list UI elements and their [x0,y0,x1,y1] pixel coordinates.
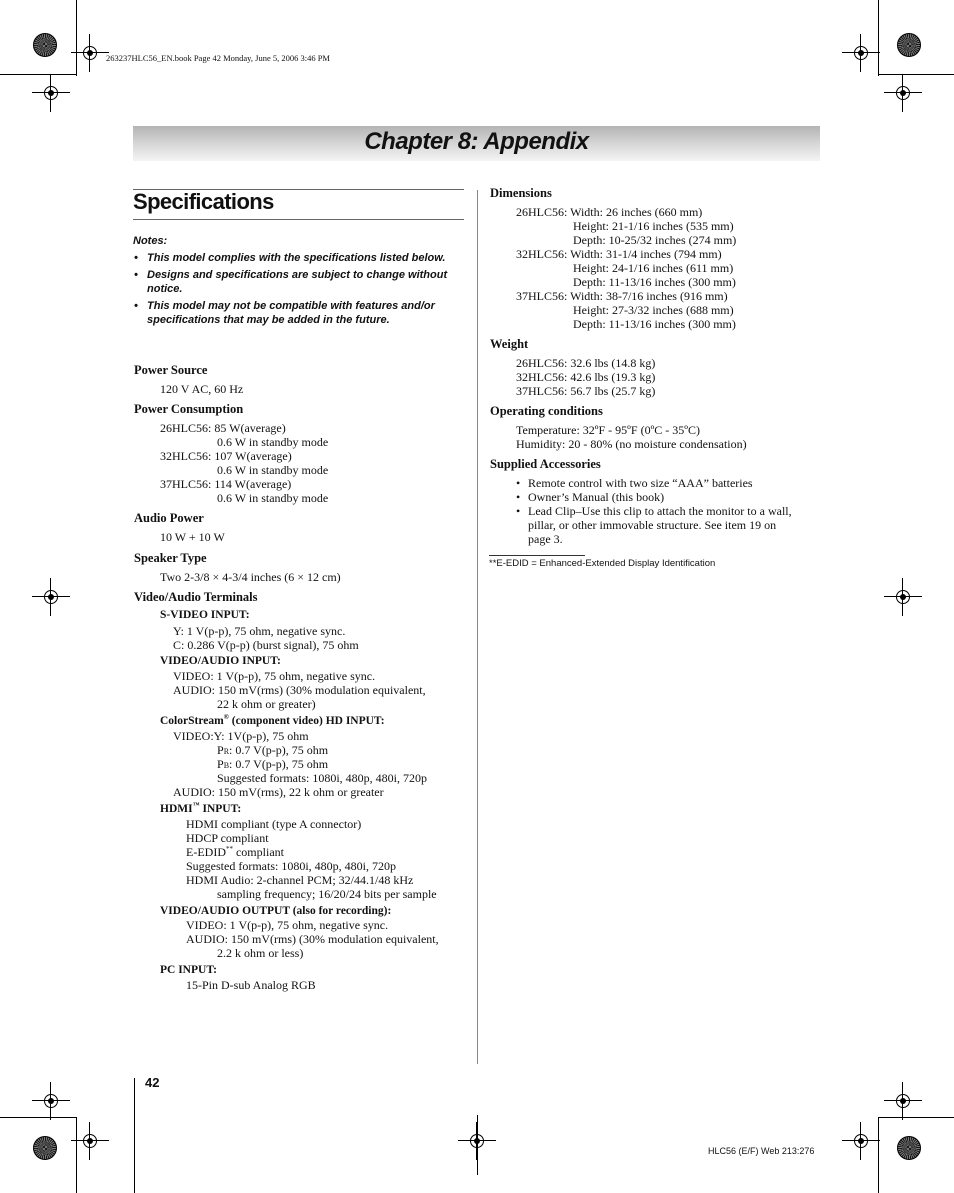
power-consumption-line: 37HLC56: 114 W(average) [160,477,292,491]
registration-target-icon [892,82,914,104]
registration-target-icon [79,42,101,64]
va-output-line: VIDEO: 1 V(p-p), 75 ohm, negative sync. [186,918,389,932]
audio-power-heading: Audio Power [134,511,204,525]
va-input-heading: VIDEO/AUDIO INPUT: [160,655,281,667]
weight-line: 26HLC56: 32.6 lbs (14.8 kg) [516,356,656,370]
accessory-bullet: • [516,504,521,518]
dimensions-width: 37HLC56: Width: 38-7/16 inches (916 mm) [516,289,728,303]
crop-mark [878,1117,954,1118]
operating-line: Humidity: 20 - 80% (no moisture condensation) [516,437,747,451]
registration-sun-icon [897,1136,921,1160]
dimensions-heading: Dimensions [490,186,552,200]
svideo-heading: S-VIDEO INPUT: [160,609,250,621]
weight-line: 37HLC56: 56.7 lbs (25.7 kg) [516,384,656,398]
chapter-banner [133,126,820,161]
page-number: 42 [145,1075,160,1090]
accessory-bullet: • [516,490,521,504]
colorstream-line: PB: 0.7 V(p-p), 75 ohm [217,757,329,771]
accessories-heading: Supplied Accessories [490,457,601,471]
power-consumption-standby: 0.6 W in standby mode [217,463,329,477]
dimensions-depth: Depth: 11-13/16 inches (300 mm) [573,275,736,289]
hdmi-line: E-EDID** compliant [186,845,284,859]
note-item: • Designs and specifications are subject to change without notice. [134,269,448,295]
crop-mark [0,74,76,75]
av-terminals-heading: Video/Audio Terminals [134,590,258,604]
hdmi-line: HDMI compliant (type A connector) [186,817,362,831]
registration-target-icon [850,42,872,64]
registration-target-icon [40,82,62,104]
va-output-line: 2.2 k ohm or less) [217,946,304,960]
crop-mark [0,1117,76,1118]
notes-label: Notes: [133,235,168,247]
power-consumption-line: 32HLC56: 107 W(average) [160,449,292,463]
audio-power-value: 10 W + 10 W [160,530,225,544]
dimensions-width: 32HLC56: Width: 31-1/4 inches (794 mm) [516,247,722,261]
dimensions-depth: Depth: 11-13/16 inches (300 mm) [573,317,736,331]
accessory-item: Lead Clip–Use this clip to attach the monitor to a wall, [528,504,792,518]
registration-target-icon [40,1090,62,1112]
registration-target-icon [40,586,62,608]
crop-mark [878,74,954,75]
registration-sun-icon [33,1136,57,1160]
pc-input-heading: PC INPUT: [160,964,217,976]
colorstream-line: VIDEO:Y: 1V(p-p), 75 ohm [173,729,309,743]
accessory-bullet: • [516,476,521,490]
svideo-line: C: 0.286 V(p-p) (burst signal), 75 ohm [173,638,359,652]
colorstream-line: AUDIO: 150 mV(rms), 22 k ohm or greater [173,785,384,799]
power-source-heading: Power Source [134,363,208,377]
accessory-item-continued: pillar, or other immovable structure. See item 19 on [528,518,777,532]
registration-sun-icon [897,33,921,57]
weight-line: 32HLC56: 42.6 lbs (19.3 kg) [516,370,656,384]
power-consumption-standby: 0.6 W in standby mode [217,435,329,449]
dimensions-height: Height: 21-1/16 inches (535 mm) [573,219,734,233]
weight-heading: Weight [490,337,529,351]
section-title: Specifications [133,189,274,214]
speaker-type-heading: Speaker Type [134,551,207,565]
crop-mark [878,1117,879,1193]
operating-heading: Operating conditions [490,404,603,418]
note-item: • This model complies with the specifications listed below. [134,252,446,264]
column-divider [477,190,478,1064]
registration-sun-icon [33,33,57,57]
va-input-line: 22 k ohm or greater) [217,697,316,711]
operating-line: Temperature: 32ºF - 95ºF (0ºC - 35ºC) [516,423,701,437]
dimensions-height: Height: 24-1/16 inches (611 mm) [573,261,734,275]
power-source-value: 120 V AC, 60 Hz [160,382,244,396]
hdmi-line: Suggested formats: 1080i, 480p, 480i, 720p [186,859,396,873]
power-consumption-standby: 0.6 W in standby mode [217,491,329,505]
registration-target-icon [850,1130,872,1152]
va-output-heading: VIDEO/AUDIO OUTPUT (also for recording): [160,905,392,917]
dimensions-width: 26HLC56: Width: 26 inches (660 mm) [516,205,703,219]
colorstream-line: PR: 0.7 V(p-p), 75 ohm [217,743,329,757]
colorstream-heading: ColorStream® (component video) HD INPUT: [160,713,385,727]
registration-target-icon [466,1130,488,1152]
crop-mark [134,1078,135,1193]
power-consumption-line: 26HLC56: 85 W(average) [160,421,286,435]
footnote: **E-EDID = Enhanced-Extended Display Identification [489,558,716,569]
va-output-line: AUDIO: 150 mV(rms) (30% modulation equivalent, [186,932,439,946]
accessory-item: Owner’s Manual (this book) [528,490,665,504]
registration-target-icon [79,1130,101,1152]
notes-block [133,234,463,327]
print-footer: HLC56 (E/F) Web 213:276 [708,1146,815,1156]
hdmi-heading: HDMI™ INPUT: [160,801,242,815]
pc-input-line: 15-Pin D-sub Analog RGB [186,978,316,992]
crop-mark [76,0,77,76]
svideo-line: Y: 1 V(p-p), 75 ohm, negative sync. [173,624,346,638]
va-input-line: VIDEO: 1 V(p-p), 75 ohm, negative sync. [173,669,376,683]
hdmi-line: sampling frequency; 16/20/24 bits per sample [217,887,437,901]
crop-mark [76,1117,77,1193]
section-rule-bottom [133,219,464,220]
speaker-type-value: Two 2-3/8 × 4-3/4 inches (6 × 12 cm) [160,570,341,584]
dimensions-height: Height: 27-3/32 inches (688 mm) [573,303,734,317]
dimensions-depth: Depth: 10-25/32 inches (274 mm) [573,233,737,247]
note-item: • This model may not be compatible with features and/or specifications that may be added in the future. [134,300,435,326]
va-input-line: AUDIO: 150 mV(rms) (30% modulation equivalent, [173,683,426,697]
hdmi-line: HDMI Audio: 2-channel PCM; 32/44.1/48 kHz [186,873,414,887]
accessory-item-continued: page 3. [528,532,563,546]
hdmi-line: HDCP compliant [186,831,269,845]
registration-target-icon [892,1090,914,1112]
chapter-title: Chapter 8: Appendix [364,128,589,155]
registration-target-icon [892,586,914,608]
footnote-rule [489,555,585,556]
crop-mark [878,0,879,76]
book-header: 263237HLC56_EN.book Page 42 Monday, June 5, 2006 3:46 PM [106,53,330,63]
colorstream-line: Suggested formats: 1080i, 480p, 480i, 720p [217,771,427,785]
accessory-item: Remote control with two size “AAA” batteries [528,476,753,490]
power-consumption-heading: Power Consumption [134,402,244,416]
